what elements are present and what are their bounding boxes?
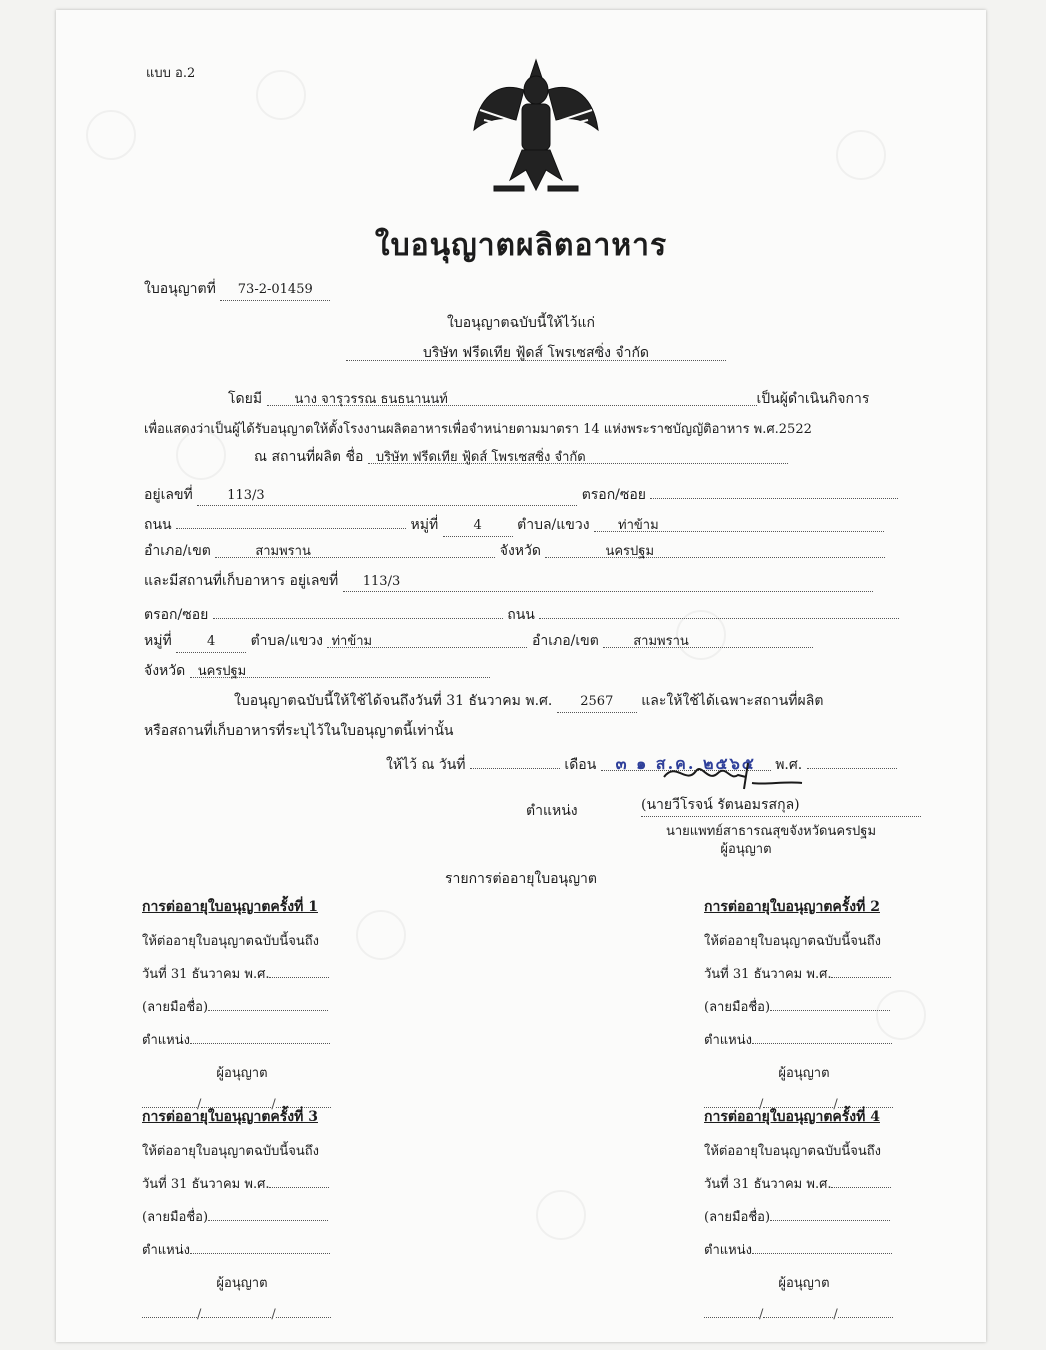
renewal-line-1: ให้ต่ออายุใบอนุญาตฉบับนี้จนถึง [142,1144,319,1159]
renewal-block-1 [142,896,342,1112]
address-road-label: ถนน [144,517,172,533]
era-label: พ.ศ. [775,757,803,773]
renewal-date-line [142,1303,342,1322]
renewal-line-2: วันที่ 31 ธันวาคม พ.ศ. [704,1177,832,1192]
renewal-authority: ผู้อนุญาต [778,1066,830,1081]
renewal-block-4 [704,1106,904,1322]
storage-road-label: ถนน [507,607,535,623]
validity-text-2: และให้ใช้ได้เฉพาะสถานที่ผลิต [641,693,824,709]
signature-scribble [656,755,806,795]
renewal-line-2: วันที่ 31 ธันวาคม พ.ศ. [704,967,832,982]
storage-row-1 [144,570,873,592]
address-amphoe-label: อำเภอ/เขต [144,543,211,559]
operator-row [228,388,869,410]
renewal-year-field [269,1173,329,1188]
address-row-1 [144,480,898,506]
storage-tambon-label: ตำบล/แขวง [250,633,324,649]
renewal-title: การต่ออายุใบอนุญาตครั้งที่ 3 [142,1109,318,1125]
renewal-date-line [704,1303,904,1322]
renewal-title: การต่ออายุใบอนุญาตครั้งที่ 2 [704,899,880,915]
renewal-line-2: วันที่ 31 ธันวาคม พ.ศ. [142,967,270,982]
storage-province: นครปฐม [190,660,490,678]
renewal-signature-field [770,1206,890,1221]
date-stamp: ๓ ๑ ส.ค. ๒๕๖๕ [615,754,756,773]
renewal-line-3: (ลายมือชื่อ) [704,1210,771,1225]
storage-moo: 4 [176,634,246,653]
issue-row [386,750,897,776]
renewal-section-title: รายการต่ออายุใบอนุญาต [445,871,597,887]
renewal-line-1: ให้ต่ออายุใบอนุญาตฉบับนี้จนถึง [704,934,881,949]
storage-amphoe-label: อำเภอ/เขต [531,633,599,649]
storage-tambon: ท่าข้าม [327,630,527,648]
license-number: 73-2-01459 [220,282,330,301]
storage-row-2 [144,600,899,626]
date-separator: / [759,1097,764,1112]
address-row-3 [144,540,885,562]
renewal-line-3: (ลายมือชื่อ) [704,1000,771,1015]
renewal-line-4: ตำแหน่ง [142,1243,190,1258]
storage-moo-label: หมู่ที่ [144,633,172,649]
renewal-line-2: วันที่ 31 ธันวาคม พ.ศ. [142,1177,270,1192]
address-row-2 [144,510,884,537]
date-separator: / [197,1307,202,1322]
signer-name: (นายวีโรจน์ รัตนอมรสกุล) [641,794,921,817]
renewal-line-4: ตำแหน่ง [704,1033,752,1048]
renewal-authority: ผู้อนุญาต [778,1276,830,1291]
watermark-seal [86,110,136,160]
renewal-position-field [752,1239,892,1254]
renewal-line-4: ตำแหน่ง [704,1243,752,1258]
renewal-line-4: ตำแหน่ง [142,1033,190,1048]
site-name: บริษัท ฟรีดเทีย ฟู้ดส์ โพรเซสซิ่ง จำกัด [368,446,788,464]
operator-statement: เพื่อแสดงว่าเป็นผู้ได้รับอนุญาตให้ตั้งโรงงานผลิตอาหารเพื่อจำหน่ายตามมาตรา 14 แห่งพระราชบัญญัติอาหาร พ.ศ.2522 [144,422,812,437]
grant-text: ใบอนุญาตฉบับนี้ให้ไว้แก่ [447,315,595,331]
renewal-position-field [190,1239,330,1254]
garuda-emblem-icon [466,50,606,200]
address-road [176,510,406,529]
validity-year: 2567 [557,694,637,713]
address-no-label: อยู่เลขที่ [144,487,193,503]
address-province-label: จังหวัด [499,543,541,559]
address-alley-label: ตรอก/ซอย [581,487,647,503]
renewal-line-1: ให้ต่ออายุใบอนุญาตฉบับนี้จนถึง [142,934,319,949]
validity-row [234,690,823,713]
company-name: บริษัท ฟรีดเทีย ฟู้ดส์ โพรเซสซิ่ง จำกัด [346,342,726,361]
storage-no: 113/3 [343,574,873,592]
company-row [346,342,726,361]
date-separator: / [833,1097,838,1112]
storage-province-label: จังหวัด [144,663,186,679]
renewal-year-field [831,1173,891,1188]
authority-label: ผู้อนุญาต [720,842,772,857]
watermark-seal [836,130,886,180]
renewal-block-2 [704,896,904,1112]
renewal-signature-field [208,996,328,1011]
address-alley [650,480,898,499]
address-tambon-label: ตำบล/แขวง [517,517,590,533]
site-row [254,446,788,468]
watermark-seal [356,910,406,960]
renewal-authority: ผู้อนุญาต [216,1066,268,1081]
validity-text: ใบอนุญาตฉบับนี้ให้ใช้ได้จนถึงวันที่ 31 ธันวาคม พ.ศ. [234,693,553,709]
renewal-year-field [269,963,329,978]
storage-alley-label: ตรอก/ซอย [144,607,209,623]
month-label: เดือน [564,757,597,773]
document-title: ใบอนุญาตผลิตอาหาร [374,228,668,263]
renewal-title: การต่ออายุใบอนุญาตครั้งที่ 4 [704,1109,880,1125]
address-amphoe: สามพราน [215,540,495,558]
form-code: แบบ อ.2 [146,66,196,81]
storage-alley [213,600,503,619]
operator-by-label: โดยมี [228,391,263,407]
position-label: ตำแหน่ง [526,803,578,819]
license-number-label: ใบอนุญาตที่ [144,281,216,297]
date-separator: / [271,1307,276,1322]
storage-amphoe: สามพราน [603,630,813,648]
renewal-signature-field [770,996,890,1011]
storage-row-3 [144,630,813,653]
watermark-seal [536,1190,586,1240]
renewal-line-1: ให้ต่ออายุใบอนุญาตฉบับนี้จนถึง [704,1144,881,1159]
storage-road [539,600,899,619]
date-separator: / [197,1097,202,1112]
renewal-position-field [190,1029,330,1044]
watermark-seal [256,70,306,120]
renewal-authority: ผู้อนุญาต [216,1276,268,1291]
renewal-signature-field [208,1206,328,1221]
validity-text-3: หรือสถานที่เก็บอาหารที่ระบุไว้ในใบอนุญาตนี้เท่านั้น [144,723,454,739]
address-tambon: ท่าข้าม [594,514,884,532]
address-moo-label: หมู่ที่ [410,517,439,533]
operator-name: นาง จารุวรรณ ธนธนานนท์ [267,388,757,406]
date-separator: / [833,1307,838,1322]
address-province: นครปฐม [545,540,885,558]
license-document [56,10,986,1342]
renewal-year-field [831,963,891,978]
storage-label: และมีสถานที่เก็บอาหาร อยู่เลขที่ [144,573,339,589]
storage-row-4 [144,660,490,682]
renewal-title: การต่ออายุใบอนุญาตครั้งที่ 1 [142,899,318,915]
license-number-row [144,278,330,301]
given-label: ให้ไว้ ณ วันที่ [386,757,466,773]
address-moo: 4 [443,518,513,537]
address-no: 113/3 [197,488,577,506]
renewal-line-3: (ลายมือชื่อ) [142,1000,209,1015]
site-label: ณ สถานที่ผลิต ชื่อ [254,449,364,465]
renewal-block-3 [142,1106,342,1322]
operator-role: เป็นผู้ดำเนินกิจการ [756,391,870,407]
renewal-line-3: (ลายมือชื่อ) [142,1210,209,1225]
date-separator: / [271,1097,276,1112]
issue-year [807,750,897,769]
renewal-position-field [752,1029,892,1044]
date-separator: / [759,1307,764,1322]
signer-position: นายแพทย์สาธารณสุขจังหวัดนครปฐม [665,824,877,839]
given-day [470,750,560,769]
